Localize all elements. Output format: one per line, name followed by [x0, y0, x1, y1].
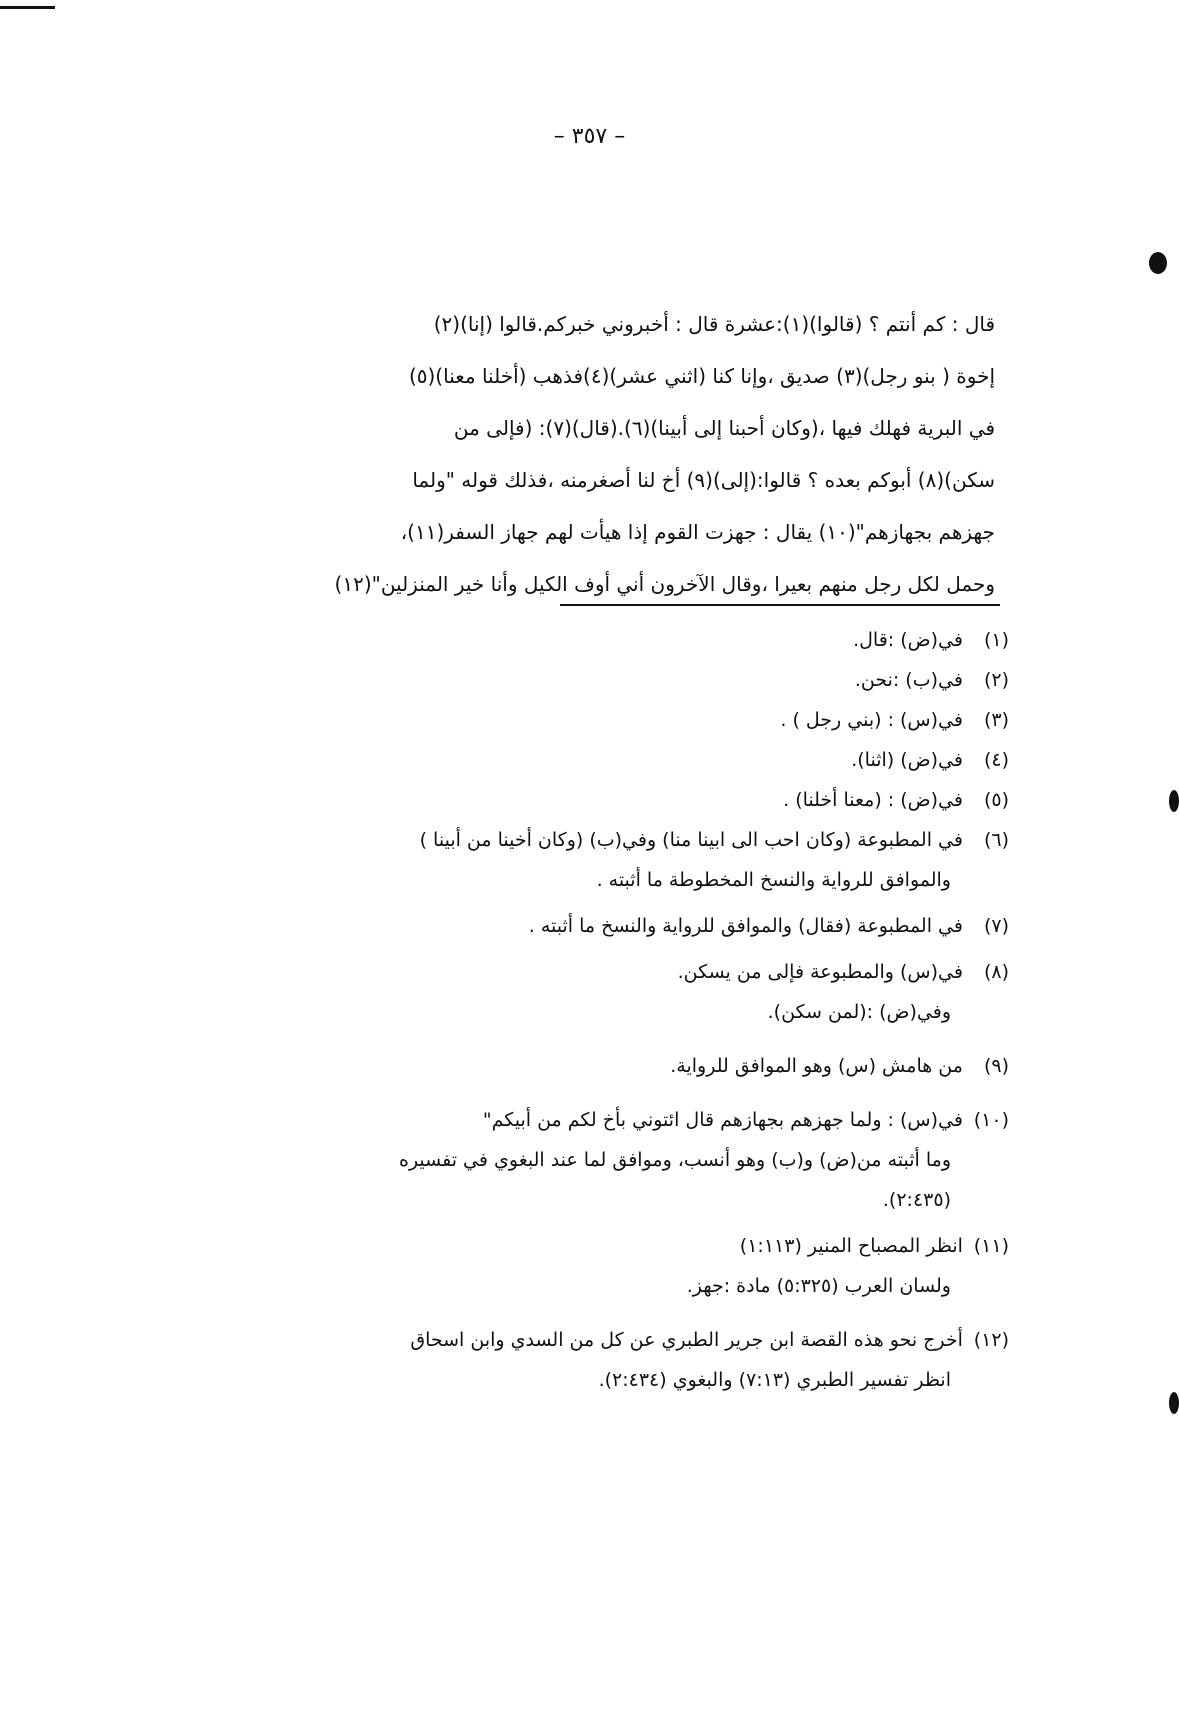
footnote-10-continuation: وما أثبته من(ض) و(ب) وهو أنسب، وموافق لما عند البغوي في تفسيره	[398, 1149, 951, 1171]
footnote-12	[149, 1320, 1009, 1360]
scan-hole-mark	[1149, 252, 1167, 274]
footnote-text: في(س) : ولما جهزهم بجهازهم قال ائتوني بأخ لكم من أبيكم"	[482, 1109, 963, 1131]
footnote-3	[149, 700, 1009, 740]
footnotes	[149, 620, 1009, 1400]
scan-hole-mark	[1169, 790, 1179, 812]
footnote-number: (٧)	[983, 915, 1009, 937]
footnote-10-continuation: (٢:٤٣٥).	[882, 1189, 951, 1211]
body-line: جهزهم بجهازهم"(١٠) يقال : جهزت القوم إذا هيأت لهم جهاز السفر(١١)،	[400, 520, 995, 544]
footnote-number: (١١)	[973, 1235, 1009, 1257]
footnote-text: في(س) : (بني رجل ) .	[780, 709, 963, 731]
footnote-number: (١٢)	[973, 1329, 1009, 1351]
footnote-number: (٢)	[983, 669, 1009, 691]
footnote-6-continuation: والموافق للرواية والنسخ المخطوطة ما أثبته .	[596, 869, 951, 891]
corner-mark	[0, 6, 55, 9]
footnote-12-continuation: انظر تفسير الطبري (٧:١٣) والبغوي (٢:٤٣٤).	[598, 1369, 951, 1391]
footnote-number: (٩)	[983, 1055, 1009, 1077]
footnote-number: (١٠)	[973, 1109, 1009, 1131]
footnote-5	[149, 780, 1009, 820]
footnote-number: (٤)	[983, 749, 1009, 771]
footnote-11-continuation: ولسان العرب (٥:٣٢٥) مادة :جهز.	[686, 1275, 951, 1297]
footnote-number: (٣)	[983, 709, 1009, 731]
footnote-9	[149, 1046, 1009, 1086]
footnote-number: (٦)	[983, 829, 1009, 851]
footnote-1	[149, 620, 1009, 660]
footnote-text: في(ض) : (معنا أخلنا) .	[783, 789, 963, 811]
footnote-8	[149, 952, 1009, 992]
body-line: إخوة ( بنو رجل)(٣) صديق ،وإنا كنا (اثني عشر)(٤)فذهب (أخلنا معنا)(٥)	[408, 364, 995, 388]
footnote-2	[149, 660, 1009, 700]
footnote-text: في(ب) :نحن.	[854, 669, 963, 691]
body-line: سكن)(٨) أبوكم بعده ؟ قالوا:(إلى)(٩) أخ لنا أصغرمنه ،فذلك قوله "ولما	[412, 468, 995, 492]
footnote-text: في المطبوعة (وكان احب الى ابينا منا) وفي(ب) (وكان أخينا من أبينا )	[419, 829, 963, 851]
footnote-4	[149, 740, 1009, 780]
footnote-8-continuation: وفي(ض) :(لمن سكن).	[767, 1001, 951, 1023]
footnote-10	[149, 1100, 1009, 1140]
footnote-text: من هامش (س) وهو الموافق للرواية.	[670, 1055, 963, 1077]
footnote-7	[149, 906, 1009, 946]
page-number: – ٣٥٧ –	[553, 124, 626, 149]
footnote-number: (١)	[983, 629, 1009, 651]
footnote-text: في(س) والمطبوعة فإلى من يسكن.	[677, 961, 963, 983]
footnote-number: (٨)	[983, 961, 1009, 983]
footnote-text: أخرج نحو هذه القصة ابن جرير الطبري عن كل من السدي وابن اسحاق	[410, 1329, 963, 1351]
body-text	[175, 298, 995, 610]
footnote-text: في المطبوعة (فقال) والموافق للرواية والنسخ ما أثبته .	[528, 915, 963, 937]
footnote-text: في(ض) :قال.	[853, 629, 963, 651]
footnote-separator	[560, 604, 1000, 606]
scan-hole-mark	[1169, 1392, 1179, 1414]
body-line: في البرية فهلك فيها ،(وكان أحبنا إلى أبينا)(٦).(قال)(٧): (فإلى من	[453, 416, 995, 440]
footnote-6	[149, 820, 1009, 860]
footnote-text: انظر المصباح المنير (١:١١٣)	[739, 1235, 963, 1257]
body-line: قال : كم أنتم ؟ (قالوا)(١):عشرة قال : أخبروني خبركم.قالوا (إنا)(٢)	[433, 312, 995, 336]
footnote-11	[149, 1226, 1009, 1266]
body-line: وحمل لكل رجل منهم بعيرا ،وقال الآخرون أني أوف الكيل وأنا خير المنزلين"(١٢)	[334, 572, 995, 596]
footnote-text: في(ض) (اثنا).	[851, 749, 963, 771]
footnote-number: (٥)	[983, 789, 1009, 811]
